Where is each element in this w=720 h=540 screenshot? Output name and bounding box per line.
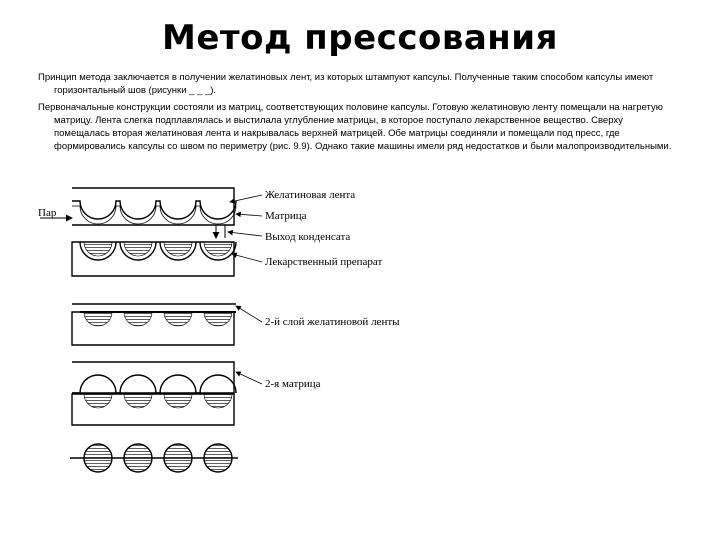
label-matrix: Матрица [265, 210, 307, 222]
label-gelatin-tape: Желатиновая лента [265, 189, 356, 201]
paragraph-construction: Первоначальные конструкции состояли из матриц, соответствующих половине капсулы. Готовую желатиновую ленту помещали на нагретую матрицу. Лента слегка подплавлялась и выстилала углубление матрицы, в которое поступало лекарственное вещество. Сверху помещалась вторая желатиновая лента и накрывалась верхней матрицей. Обе матрицы соединяли и помещали под пресс, где формировались капсулы со швом по периметру (рис. 9.9). Однако такие машины имели ряд недостатков и были малопроизводительными. [38, 102, 672, 152]
stage-3-second-layer [72, 304, 236, 345]
label-drug: Лекарственный препарат [265, 256, 383, 268]
stage-4-second-matrix [72, 362, 236, 425]
stage-2-filled-matrix [72, 242, 236, 276]
capsule-press-diagram [0, 180, 720, 480]
label-steam: Пар [38, 207, 57, 219]
stage-5-capsules [70, 444, 238, 472]
label-second-gelatin-layer: 2-й слой желатиновой ленты [265, 316, 400, 328]
leader-lines [228, 195, 262, 384]
label-condensate-outlet: Выход конденсата [265, 231, 351, 243]
stage-1-matrix [72, 188, 236, 238]
paragraph-principle: Принцип метода заключается в получении желатиновых лент, из которых штампуют капсулы. Полученные таким способом капсулы имеют горизонтальный шов (рисунки _ _ _). [38, 72, 654, 96]
slide-title: Метод прессования [162, 18, 558, 58]
label-second-matrix: 2-я матрица [265, 378, 321, 390]
